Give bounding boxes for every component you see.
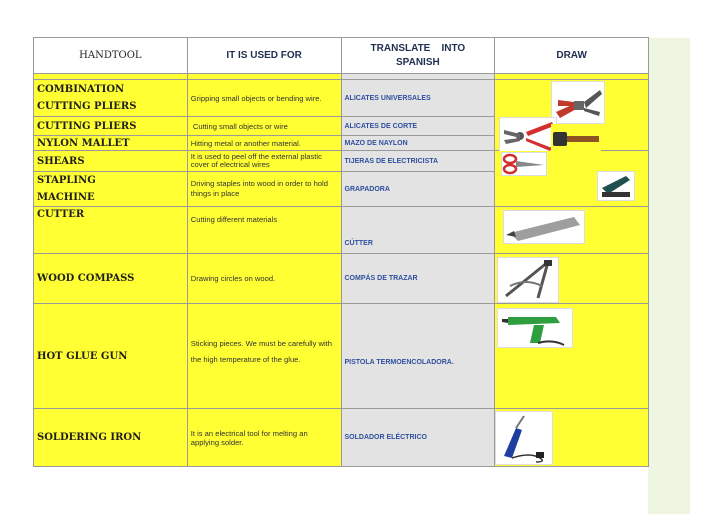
tool-use: Drawing circles on wood. <box>187 254 341 304</box>
tool-name-line1: COMBINATION <box>37 84 125 95</box>
table-row <box>34 151 649 172</box>
combination-pliers-icon <box>551 81 605 124</box>
tool-drawings-cell <box>495 151 649 207</box>
tool-use: Sticking pieces. We must be carefully with the high temperature of the glue. <box>187 304 341 409</box>
tool-use: Gripping small objects or bending wire. <box>187 80 341 117</box>
header-used-for: IT IS USED FOR <box>187 38 341 74</box>
cutting-pliers-icon <box>499 117 557 155</box>
tool-name-line1: STAPLING <box>37 175 96 186</box>
header-row <box>34 38 649 74</box>
tool-name-line2: MACHINE <box>37 192 95 203</box>
tool-spanish: GRAPADORA <box>341 172 495 207</box>
soldering-iron-icon <box>495 411 553 465</box>
tool-name: NYLON MALLET <box>34 136 188 151</box>
stapler-icon <box>597 171 635 201</box>
tool-name: SHEARS <box>34 151 188 172</box>
tool-name: CUTTING PLIERS <box>34 117 188 136</box>
header-translate-line1: TRANSLATE INTO <box>370 42 466 54</box>
wood-compass-icon <box>497 257 559 303</box>
tool-use: Cutting small objects or wire <box>187 117 341 136</box>
tool-use: Cutting different materials <box>187 207 341 254</box>
tool-spanish: TIJERAS DE ELECTRICISTA <box>341 151 495 172</box>
tool-name: HOT GLUE GUN <box>34 304 188 409</box>
tool-drawings-cell <box>495 80 649 151</box>
table-row <box>34 304 649 409</box>
tool-name-line2: CUTTING PLIERS <box>37 101 137 112</box>
tool-drawing-cell <box>495 254 649 304</box>
tool-drawing-cell <box>495 304 649 409</box>
tool-spanish: CÚTTER <box>341 207 495 254</box>
table-row <box>34 207 649 254</box>
tool-spanish: PISTOLA TERMOENCOLADORA. <box>341 304 495 409</box>
tool-name: SOLDERING IRON <box>34 409 188 467</box>
table-row <box>34 254 649 304</box>
header-translate-line2: SPANISH <box>396 56 440 68</box>
tool-spanish: ALICATES UNIVERSALES <box>341 80 495 117</box>
tool-name: CUTTER <box>34 207 188 254</box>
handtool-table <box>33 37 649 467</box>
side-strip <box>648 38 690 514</box>
tool-drawing-cell <box>495 409 649 467</box>
tool-spanish: SOLDADOR ELÉCTRICO <box>341 409 495 467</box>
tool-name <box>34 80 188 117</box>
tool-name: WOOD COMPASS <box>34 254 188 304</box>
header-draw: DRAW <box>495 38 649 74</box>
tool-spanish: COMPÁS DE TRAZAR <box>341 254 495 304</box>
tool-spanish: MAZO DE NAYLON <box>341 136 495 151</box>
tool-spanish: ALICATES DE CORTE <box>341 117 495 136</box>
tool-use: Driving staples into wood in order to hold things in place <box>187 172 341 207</box>
table-row <box>34 409 649 467</box>
tool-use: It is an electrical tool for melting an applying solder. <box>187 409 341 467</box>
header-handtool: HANDTOOL <box>34 38 188 74</box>
tool-drawing-cell <box>495 207 649 254</box>
shears-icon <box>501 152 547 176</box>
tool-use: It is used to peel off the external plastic cover of electrical wires <box>187 151 341 172</box>
tool-name <box>34 172 188 207</box>
table-row <box>34 80 649 117</box>
cutter-icon <box>503 210 585 244</box>
header-translate <box>341 38 495 74</box>
tool-use: Hitting metal or another material. <box>187 136 341 151</box>
hot-glue-gun-icon <box>497 308 573 348</box>
